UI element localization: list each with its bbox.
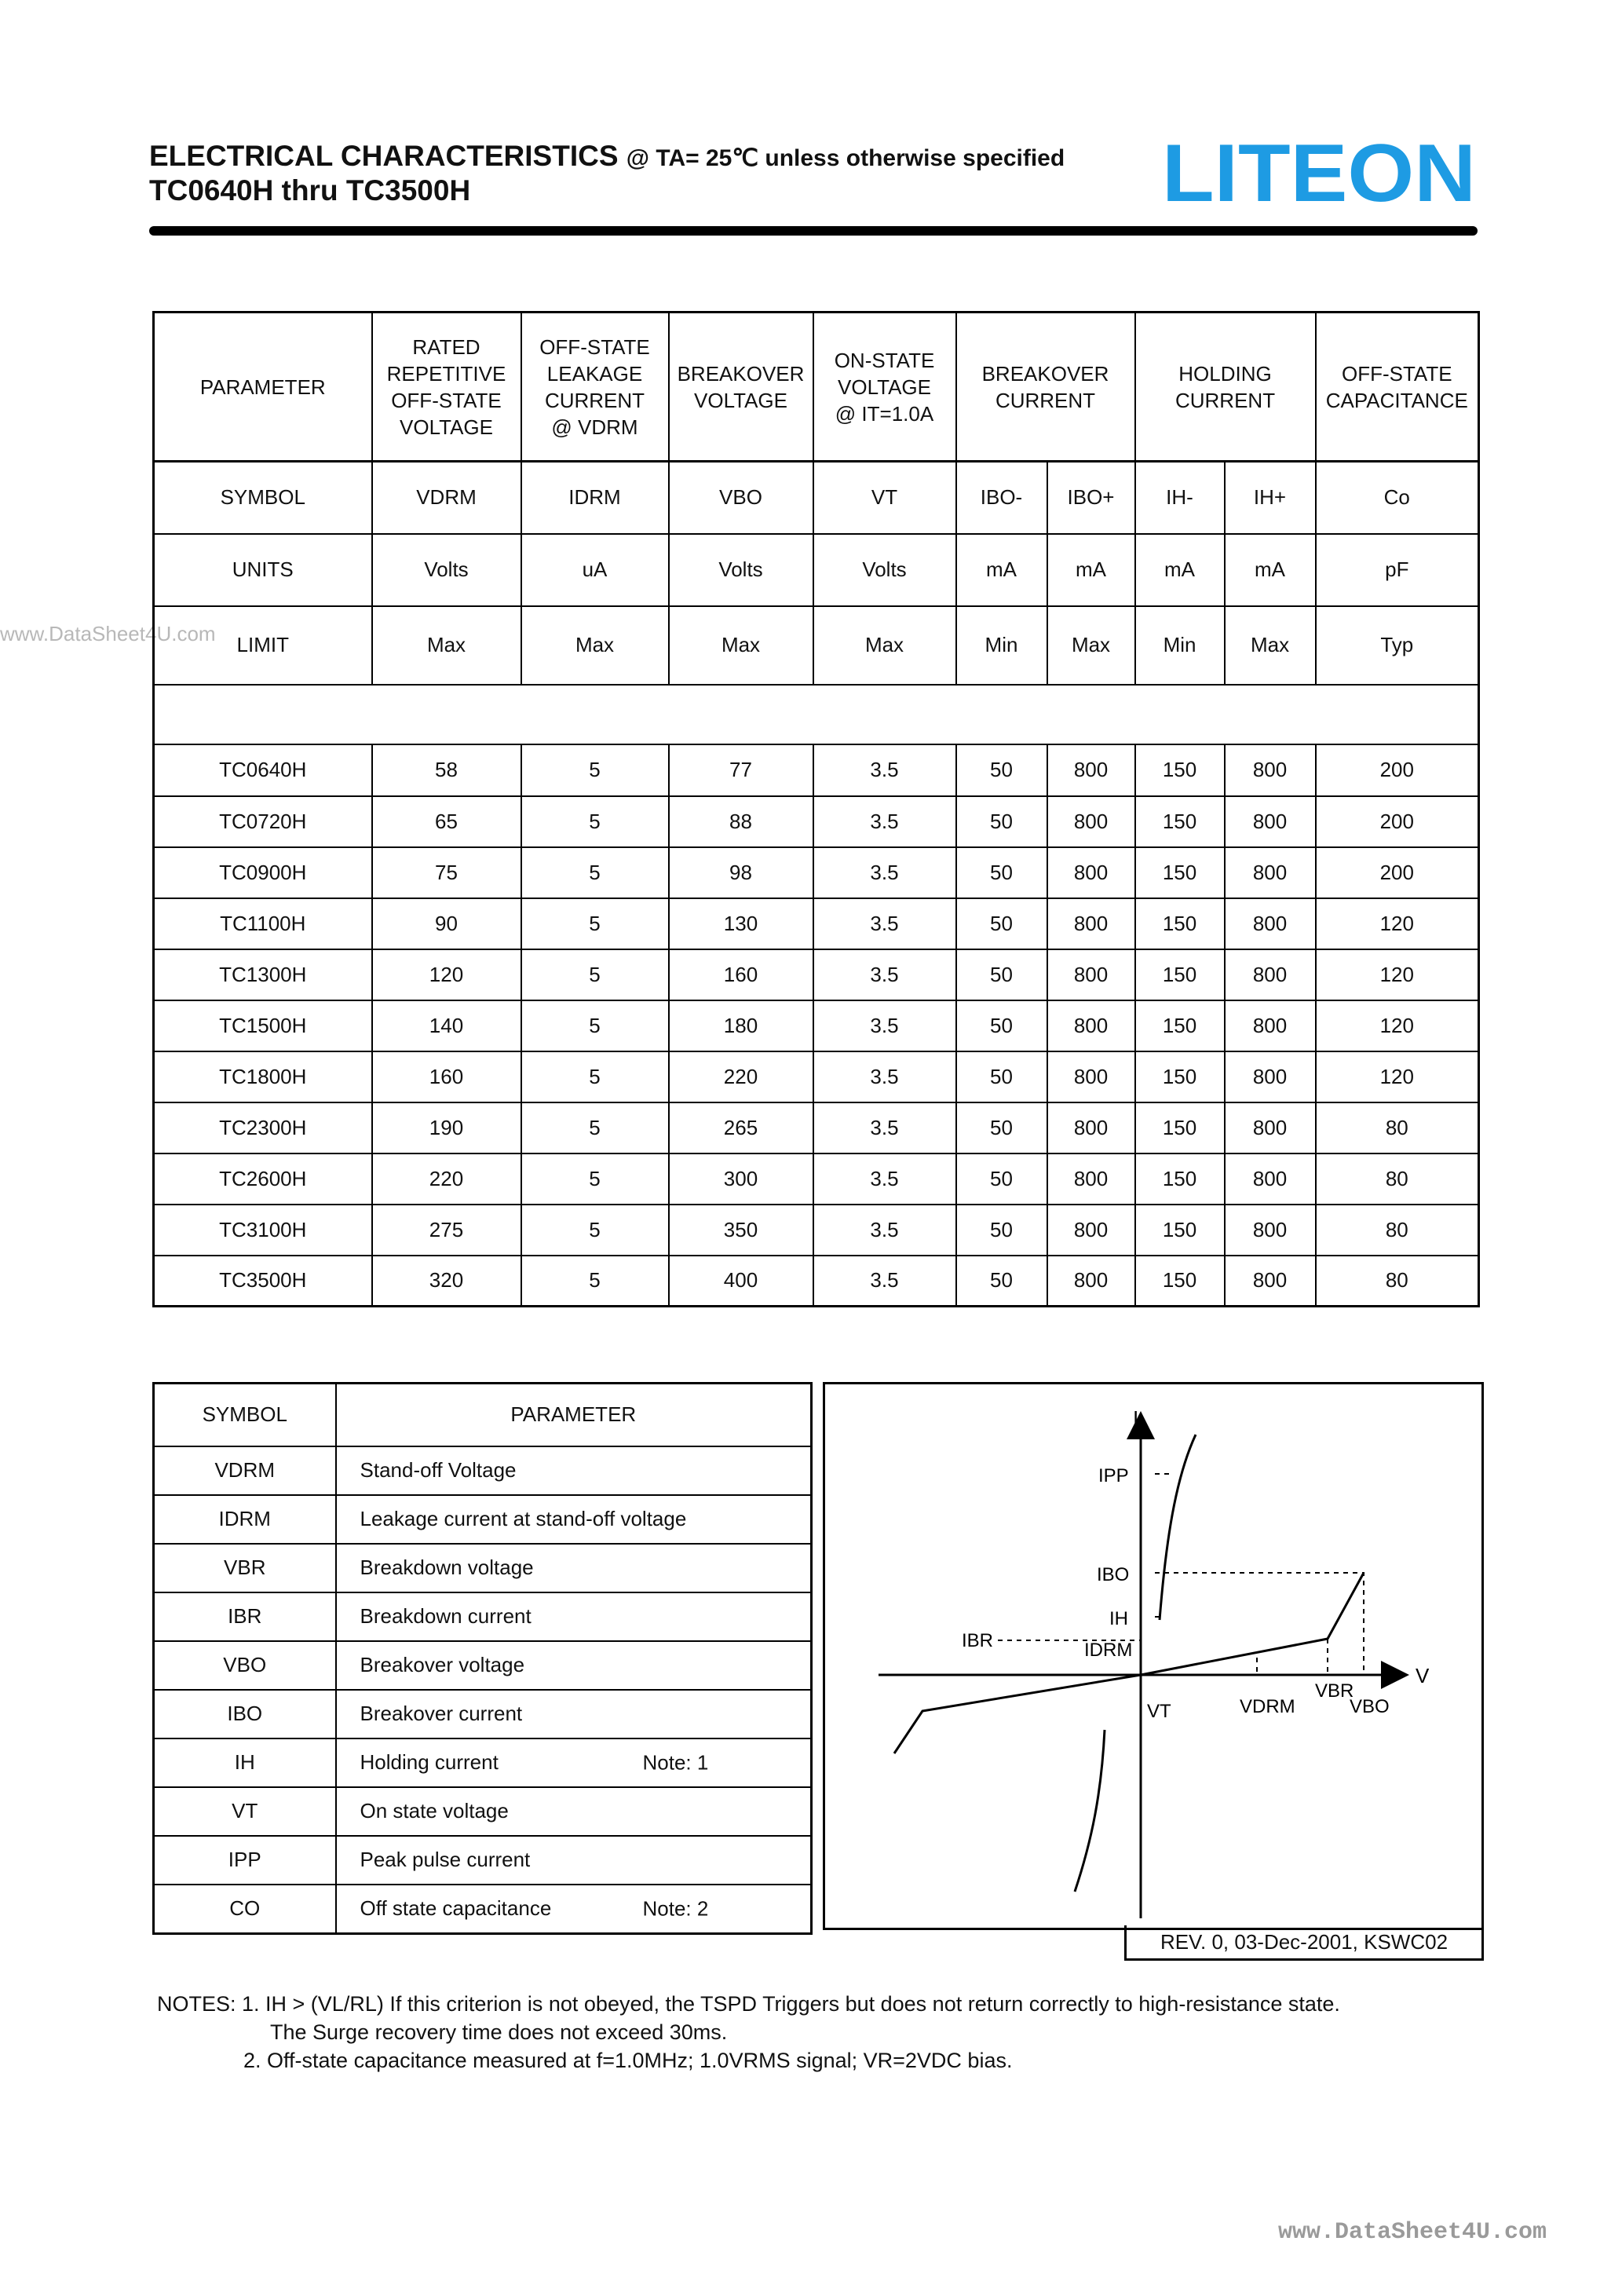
table-row <box>154 796 1479 847</box>
label-ipp: IPP <box>1098 1465 1129 1486</box>
value-cell: 5 <box>521 744 669 796</box>
value-cell: 50 <box>956 1051 1047 1102</box>
cell: Max <box>669 606 813 685</box>
parameter-cell <box>336 1690 812 1738</box>
value-cell: 120 <box>372 949 521 1000</box>
forward-curve <box>1141 1573 1364 1675</box>
label-v: V <box>1416 1664 1430 1687</box>
parameter-text: On state voltage <box>360 1799 509 1823</box>
cell: Max <box>813 606 956 685</box>
brand-text: LITEON <box>1162 138 1476 204</box>
cell: Max <box>372 606 521 685</box>
value-cell: 800 <box>1225 1153 1316 1205</box>
cell: mA <box>956 534 1047 606</box>
value-cell: 130 <box>669 898 813 949</box>
list-item <box>154 1885 812 1934</box>
value-cell: 800 <box>1047 1256 1135 1307</box>
cell: LIMIT <box>154 606 372 685</box>
value-cell: 5 <box>521 1153 669 1205</box>
value-cell: 800 <box>1047 796 1135 847</box>
value-cell: 50 <box>956 847 1047 898</box>
value-cell: 320 <box>372 1256 521 1307</box>
table-row <box>154 1153 1479 1205</box>
title-condition: @ TA= 25℃ unless otherwise specified <box>626 145 1065 171</box>
col-header-ih: HOLDING CURRENT <box>1135 313 1316 462</box>
parameter-text: Breakdown voltage <box>360 1556 534 1579</box>
cell: Min <box>1135 606 1225 685</box>
symbol-cell: CO <box>154 1885 336 1934</box>
cell: VDRM <box>372 462 521 534</box>
value-cell: 190 <box>372 1102 521 1153</box>
value-cell: 50 <box>956 1205 1047 1256</box>
page-title <box>149 140 1065 173</box>
revision-label: REV. 0, 03-Dec-2001, KSWC02 <box>1124 1925 1484 1961</box>
value-cell: 5 <box>521 1051 669 1102</box>
symbol-definitions-table <box>152 1382 813 1935</box>
value-cell: 160 <box>669 949 813 1000</box>
notes <box>157 1990 1340 2075</box>
value-cell: 150 <box>1135 898 1225 949</box>
value-cell: 5 <box>521 1000 669 1051</box>
value-cell: 180 <box>669 1000 813 1051</box>
watermark-left: www.DataSheet4U.com <box>0 622 216 645</box>
value-cell: 800 <box>1047 949 1135 1000</box>
cell: UNITS <box>154 534 372 606</box>
page-subtitle: TC0640H thru TC3500H <box>149 174 471 207</box>
value-cell: 200 <box>1316 744 1479 796</box>
value-cell: 150 <box>1135 1153 1225 1205</box>
parameter-cell <box>336 1544 812 1592</box>
value-cell: 3.5 <box>813 1205 956 1256</box>
value-cell: 150 <box>1135 744 1225 796</box>
part-number-cell: TC2600H <box>154 1153 372 1205</box>
list-item <box>154 1495 812 1544</box>
value-cell: 58 <box>372 744 521 796</box>
value-cell: 800 <box>1047 1153 1135 1205</box>
table-row <box>154 898 1479 949</box>
parameter-text: Peak pulse current <box>360 1848 531 1871</box>
vi-characteristic-diagram <box>823 1382 1484 1930</box>
symbol-cell: IBR <box>154 1592 336 1641</box>
value-cell: 65 <box>372 796 521 847</box>
value-cell: 140 <box>372 1000 521 1051</box>
table-row <box>154 744 1479 796</box>
value-cell: 200 <box>1316 847 1479 898</box>
value-cell: 120 <box>1316 1051 1479 1102</box>
value-cell: 800 <box>1225 949 1316 1000</box>
label-vt: VT <box>1147 1701 1171 1722</box>
value-cell: 220 <box>669 1051 813 1102</box>
value-cell: 265 <box>669 1102 813 1153</box>
value-cell: 3.5 <box>813 1256 956 1307</box>
value-cell: 5 <box>521 898 669 949</box>
cell: uA <box>521 534 669 606</box>
spacer-cell <box>154 685 1479 744</box>
cell: Max <box>521 606 669 685</box>
value-cell: 98 <box>669 847 813 898</box>
table-row <box>154 1051 1479 1102</box>
value-cell: 5 <box>521 796 669 847</box>
parameter-cell <box>336 1641 812 1690</box>
cell: Typ <box>1316 606 1479 685</box>
value-cell: 300 <box>669 1153 813 1205</box>
on-state-upper <box>1160 1435 1196 1620</box>
value-cell: 5 <box>521 1205 669 1256</box>
cell: IBO+ <box>1047 462 1135 534</box>
parameter-cell <box>336 1446 812 1495</box>
cell: mA <box>1225 534 1316 606</box>
cell: Min <box>956 606 1047 685</box>
label-ibo: IBO <box>1097 1564 1130 1585</box>
value-cell: 150 <box>1135 1256 1225 1307</box>
sym-header-row <box>154 1384 812 1446</box>
value-cell: 5 <box>521 1256 669 1307</box>
cell: VT <box>813 462 956 534</box>
parameter-cell <box>336 1885 812 1934</box>
electrical-characteristics-table <box>152 311 1480 1307</box>
sym-header-symbol: SYMBOL <box>154 1384 336 1446</box>
value-cell: 800 <box>1225 1256 1316 1307</box>
part-number-cell: TC1500H <box>154 1000 372 1051</box>
parameter-cell <box>336 1787 812 1836</box>
col-header-vbo: BREAKOVER VOLTAGE <box>669 313 813 462</box>
col-header-vdrm: RATED REPETITIVE OFF-STATE VOLTAGE <box>372 313 521 462</box>
cell: pF <box>1316 534 1479 606</box>
value-cell: 3.5 <box>813 847 956 898</box>
value-cell: 800 <box>1225 1000 1316 1051</box>
value-cell: 120 <box>1316 1000 1479 1051</box>
sym-header-parameter: PARAMETER <box>336 1384 812 1446</box>
list-item <box>154 1544 812 1592</box>
value-cell: 275 <box>372 1205 521 1256</box>
parameter-text: Off state capacitance <box>360 1896 552 1920</box>
table-row <box>154 1000 1479 1051</box>
label-vbo: VBO <box>1350 1696 1390 1717</box>
note-ref: Note: 2 <box>642 1896 709 1920</box>
value-cell: 800 <box>1047 847 1135 898</box>
value-cell: 5 <box>521 847 669 898</box>
cell: VBO <box>669 462 813 534</box>
watermark-bottom: www.DataSheet4U.com <box>1278 2219 1547 2246</box>
value-cell: 400 <box>669 1256 813 1307</box>
value-cell: 800 <box>1047 898 1135 949</box>
parameter-text: Breakover current <box>360 1702 523 1725</box>
part-number-cell: TC0720H <box>154 796 372 847</box>
col-header-vt: ON-STATE VOLTAGE @ IT=1.0A <box>813 313 956 462</box>
note-2: 2. Off-state capacitance measured at f=1.0MHz; 1.0VRMS signal; VR=2VDC bias. <box>243 2049 1013 2072</box>
table-row <box>154 847 1479 898</box>
label-ibr: IBR <box>962 1630 994 1651</box>
value-cell: 800 <box>1047 1000 1135 1051</box>
label-idrm: IDRM <box>1084 1640 1133 1661</box>
list-item <box>154 1836 812 1885</box>
value-cell: 50 <box>956 1102 1047 1153</box>
value-cell: 800 <box>1047 1051 1135 1102</box>
list-item <box>154 1787 812 1836</box>
part-number-cell: TC3500H <box>154 1256 372 1307</box>
value-cell: 3.5 <box>813 1051 956 1102</box>
value-cell: 50 <box>956 796 1047 847</box>
value-cell: 50 <box>956 949 1047 1000</box>
part-number-cell: TC0640H <box>154 744 372 796</box>
header-rule <box>149 226 1478 236</box>
symbol-cell: IDRM <box>154 1495 336 1544</box>
units-row <box>154 534 1479 606</box>
value-cell: 800 <box>1225 796 1316 847</box>
data-rows <box>154 744 1479 1307</box>
col-header-co: OFF-STATE CAPACITANCE <box>1316 313 1479 462</box>
cell: mA <box>1047 534 1135 606</box>
value-cell: 150 <box>1135 796 1225 847</box>
table-row <box>154 1205 1479 1256</box>
value-cell: 800 <box>1225 744 1316 796</box>
part-number-cell: TC1100H <box>154 898 372 949</box>
cell: IDRM <box>521 462 669 534</box>
col-header-ibo: BREAKOVER CURRENT <box>956 313 1135 462</box>
parameter-text: Breakover voltage <box>360 1653 525 1676</box>
value-cell: 3.5 <box>813 1000 956 1051</box>
note-ref: Note: 1 <box>642 1750 709 1774</box>
parameter-text: Breakdown current <box>360 1604 532 1628</box>
list-item <box>154 1690 812 1738</box>
parameter-text: Stand-off Voltage <box>360 1458 517 1482</box>
parameter-cell <box>336 1738 812 1787</box>
value-cell: 800 <box>1047 744 1135 796</box>
value-cell: 800 <box>1047 1205 1135 1256</box>
cell: IH+ <box>1225 462 1316 534</box>
value-cell: 800 <box>1225 1205 1316 1256</box>
value-cell: 800 <box>1225 1102 1316 1153</box>
cell: IH- <box>1135 462 1225 534</box>
symbol-cell: VBO <box>154 1641 336 1690</box>
symbol-cell: IPP <box>154 1836 336 1885</box>
value-cell: 800 <box>1225 898 1316 949</box>
header-row <box>154 313 1479 462</box>
part-number-cell: TC0900H <box>154 847 372 898</box>
value-cell: 5 <box>521 949 669 1000</box>
value-cell: 150 <box>1135 847 1225 898</box>
value-cell: 120 <box>1316 898 1479 949</box>
parameter-text: Leakage current at stand-off voltage <box>360 1507 687 1530</box>
value-cell: 50 <box>956 1256 1047 1307</box>
value-cell: 160 <box>372 1051 521 1102</box>
label-i: I <box>1133 1406 1139 1430</box>
value-cell: 120 <box>1316 949 1479 1000</box>
symbol-cell: VT <box>154 1787 336 1836</box>
cell: Volts <box>813 534 956 606</box>
symbol-cell: VBR <box>154 1544 336 1592</box>
label-ih: IH <box>1109 1608 1128 1629</box>
symbol-row <box>154 462 1479 534</box>
value-cell: 800 <box>1047 1102 1135 1153</box>
value-cell: 3.5 <box>813 796 956 847</box>
part-number-cell: TC3100H <box>154 1205 372 1256</box>
cell: SYMBOL <box>154 462 372 534</box>
part-number-cell: TC2300H <box>154 1102 372 1153</box>
parameter-cell <box>336 1592 812 1641</box>
symbol-cell: IBO <box>154 1690 336 1738</box>
value-cell: 80 <box>1316 1256 1479 1307</box>
value-cell: 5 <box>521 1102 669 1153</box>
note-1: NOTES: 1. IH > (VL/RL) If this criterion is not obeyed, the TSPD Triggers but does not return correctly to high-resistance state. <box>157 1992 1340 2016</box>
liteon-logo <box>1162 138 1476 204</box>
value-cell: 3.5 <box>813 1153 956 1205</box>
value-cell: 350 <box>669 1205 813 1256</box>
label-vbr: VBR <box>1315 1680 1354 1702</box>
table-row <box>154 1102 1479 1153</box>
value-cell: 150 <box>1135 1051 1225 1102</box>
list-item <box>154 1446 812 1495</box>
cell: Volts <box>669 534 813 606</box>
part-number-cell: TC1300H <box>154 949 372 1000</box>
cell: Volts <box>372 534 521 606</box>
table-row <box>154 1256 1479 1307</box>
value-cell: 150 <box>1135 1000 1225 1051</box>
value-cell: 80 <box>1316 1205 1479 1256</box>
value-cell: 80 <box>1316 1153 1479 1205</box>
guide-ibo <box>1155 1573 1364 1675</box>
list-item <box>154 1738 812 1787</box>
part-number-cell: TC1800H <box>154 1051 372 1102</box>
value-cell: 50 <box>956 1153 1047 1205</box>
table-row <box>154 949 1479 1000</box>
col-header-idrm: OFF-STATE LEAKAGE CURRENT @ VDRM <box>521 313 669 462</box>
value-cell: 3.5 <box>813 744 956 796</box>
title-main: ELECTRICAL CHARACTERISTICS <box>149 140 619 172</box>
value-cell: 50 <box>956 744 1047 796</box>
value-cell: 80 <box>1316 1102 1479 1153</box>
value-cell: 150 <box>1135 949 1225 1000</box>
value-cell: 800 <box>1225 847 1316 898</box>
value-cell: 88 <box>669 796 813 847</box>
on-state-lower <box>1075 1730 1105 1892</box>
value-cell: 150 <box>1135 1102 1225 1153</box>
spacer-row <box>154 685 1479 744</box>
sym-rows <box>154 1446 812 1934</box>
cell: Max <box>1225 606 1316 685</box>
symbol-cell: VDRM <box>154 1446 336 1495</box>
parameter-text: Holding current <box>360 1750 499 1774</box>
value-cell: 77 <box>669 744 813 796</box>
value-cell: 50 <box>956 1000 1047 1051</box>
value-cell: 3.5 <box>813 898 956 949</box>
value-cell: 90 <box>372 898 521 949</box>
list-item <box>154 1641 812 1690</box>
value-cell: 150 <box>1135 1205 1225 1256</box>
cell: mA <box>1135 534 1225 606</box>
parameter-cell <box>336 1836 812 1885</box>
symbol-cell: IH <box>154 1738 336 1787</box>
label-vdrm: VDRM <box>1240 1696 1295 1717</box>
cell: IBO- <box>956 462 1047 534</box>
value-cell: 200 <box>1316 796 1479 847</box>
cell: Co <box>1316 462 1479 534</box>
parameter-cell <box>336 1495 812 1544</box>
list-item <box>154 1592 812 1641</box>
value-cell: 3.5 <box>813 949 956 1000</box>
limit-row <box>154 606 1479 685</box>
value-cell: 800 <box>1225 1051 1316 1102</box>
value-cell: 50 <box>956 898 1047 949</box>
value-cell: 3.5 <box>813 1102 956 1153</box>
note-1-cont: The Surge recovery time does not exceed 30ms. <box>270 2020 728 2044</box>
col-header-parameter: PARAMETER <box>154 313 372 462</box>
cell: Max <box>1047 606 1135 685</box>
value-cell: 75 <box>372 847 521 898</box>
value-cell: 220 <box>372 1153 521 1205</box>
